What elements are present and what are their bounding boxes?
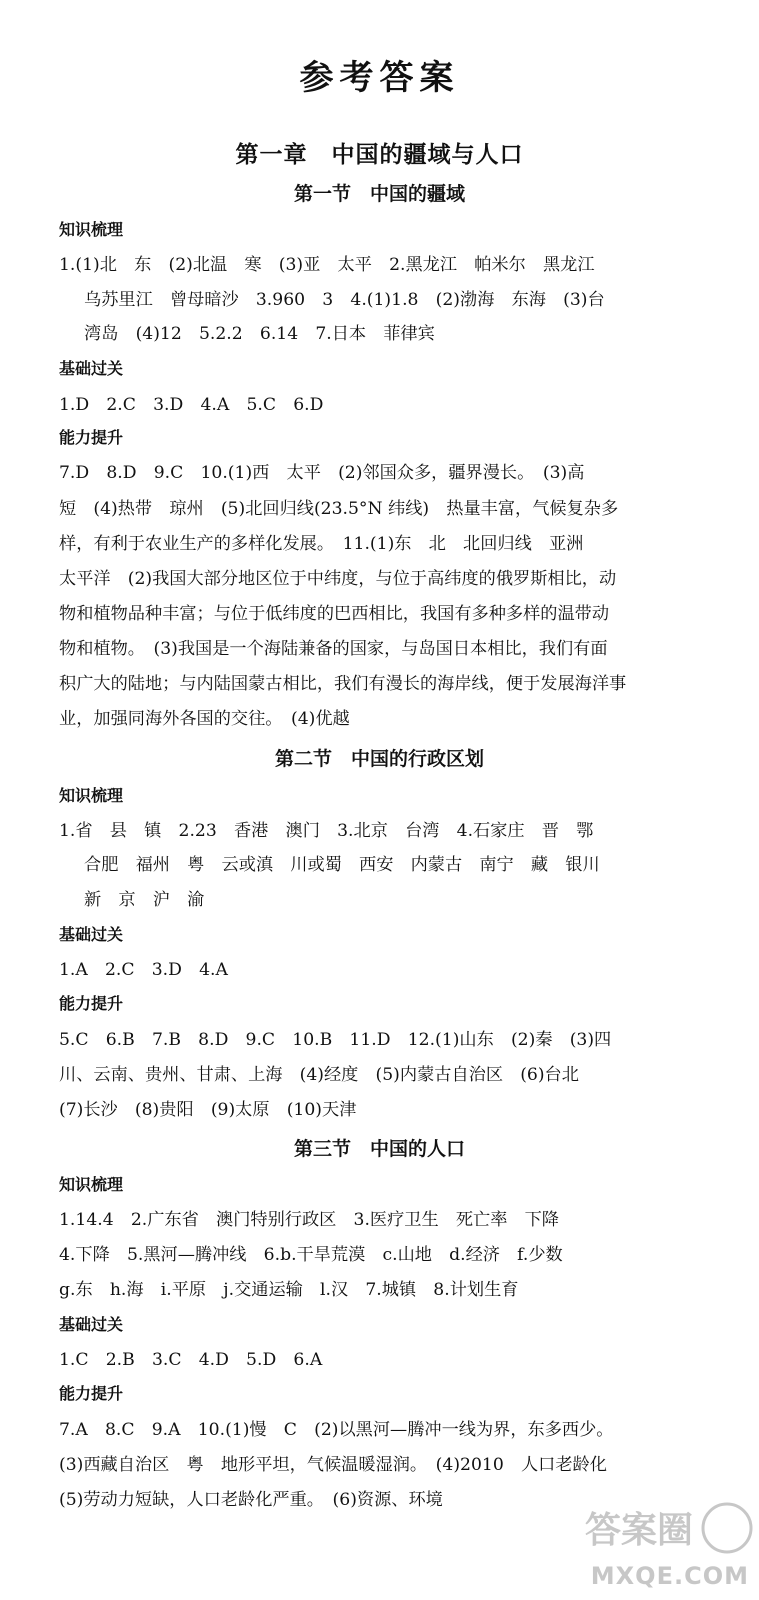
watermark-url: MXQE.COM [590,1562,749,1590]
s3-nengli-line-2: (3)西藏自治区 粤 地形平坦，气候温暖湿润。 (4)2010 人口老龄化 [59,1455,607,1475]
s1-zhishi-line-3: 湾岛 (4)12 5.2.2 6.14 7.日本 菲律宾 [84,324,435,344]
s3-nengli-label: 能力提升 [59,1384,124,1403]
s1-nengli-line-3: 样，有利于农业生产的多样化发展。 11.(1)东 北 北回归线 亚洲 [59,534,584,554]
page-title: 参考答案 [299,58,460,98]
s3-jichu-label: 基础过关 [59,1315,124,1334]
chapter-1-title: 第一章 中国的疆域与人口 [235,142,524,168]
section-1-title: 第一节 中国的疆域 [293,183,465,205]
s1-nengli-line-7: 积广大的陆地；与内陆国蒙古相比，我们有漫长的海岸线，便于发展海洋事 [59,674,627,694]
s3-nengli-line-3: (5)劳动力短缺，人口老龄化严重。 (6)资源、环境 [59,1490,443,1510]
s2-jichu-line-1: 1.A 2.C 3.D 4.A [59,960,228,980]
watermark [577,1502,753,1594]
s2-zhishi-label: 知识梳理 [59,786,124,805]
s1-nengli-line-2: 短 (4)热带 琼州 (5)北回归线(23.5°N 纬线) 热量丰富，气候复杂多 [59,499,619,519]
s3-zhishi-line-3: g.东 h.海 i.平原 j.交通运输 l.汉 7.城镇 8.计划生育 [59,1280,519,1300]
s1-nengli-label: 能力提升 [59,428,124,447]
s1-zhishi-line-2: 乌苏里江 曾母暗沙 3.960 3 4.(1)1.8 (2)渤海 东海 (3)台 [84,290,605,310]
s3-jichu-line-1: 1.C 2.B 3.C 4.D 5.D 6.A [59,1350,323,1370]
section-2-title: 第二节 中国的行政区划 [274,748,484,770]
s3-zhishi-line-1: 1.14.4 2.广东省 澳门特别行政区 3.医疗卫生 死亡率 下降 [59,1210,559,1230]
s2-zhishi-line-3: 新 京 沪 渝 [84,890,205,910]
s1-zhishi-line-1: 1.(1)北 东 (2)北温 寒 (3)亚 太平 2.黑龙江 帕米尔 黑龙江 [59,255,595,275]
watermark-logo-text: 答案圈 [585,1510,694,1551]
s3-zhishi-line-2: 4.下降 5.黑河—腾冲线 6.b.干旱荒漠 c.山地 d.经济 f.少数 [59,1245,563,1265]
s2-nengli-line-2: 川、云南、贵州、甘肃、上海 (4)经度 (5)内蒙古自治区 (6)台北 [59,1065,579,1085]
s1-nengli-line-1: 7.D 8.D 9.C 10.(1)西 太平 (2)邻国众多，疆界漫长。 (3)高 [59,463,585,483]
s2-zhishi-line-1: 1.省 县 镇 2.23 香港 澳门 3.北京 台湾 4.石家庄 晋 鄂 [59,821,594,841]
s1-nengli-line-6: 物和植物。 (3)我国是一个海陆兼备的国家，与岛国日本相比，我们有面 [59,639,608,659]
s2-nengli-line-3: (7)长沙 (8)贵阳 (9)太原 (10)天津 [59,1100,357,1120]
s1-nengli-line-4: 太平洋 (2)我国大部分地区位于中纬度，与位于高纬度的俄罗斯相比，动 [59,569,617,589]
s1-zhishi-label: 知识梳理 [59,220,124,239]
watermark-logo [577,1502,753,1558]
section-3-title: 第三节 中国的人口 [293,1138,465,1160]
s2-zhishi-line-2: 合肥 福州 粤 云或滇 川或蜀 西安 内蒙古 南宁 藏 银川 [84,855,600,875]
s1-nengli-line-5: 物和植物品种丰富；与位于低纬度的巴西相比，我国有多种多样的温带动 [59,604,610,624]
s2-nengli-line-1: 5.C 6.B 7.B 8.D 9.C 10.B 11.D 12.(1)山东 (2)秦 (3)四 [59,1030,612,1050]
s3-zhishi-label: 知识梳理 [59,1175,124,1194]
s3-nengli-line-1: 7.A 8.C 9.A 10.(1)慢 C (2)以黑河—腾冲一线为界，东多西少。 [59,1420,614,1440]
s1-jichu-line-1: 1.D 2.C 3.D 4.A 5.C 6.D [59,395,324,415]
s1-nengli-line-8: 业，加强同海外各国的交往。 (4)优越 [59,709,350,729]
s2-nengli-label: 能力提升 [59,994,124,1013]
s1-jichu-label: 基础过关 [59,359,124,378]
s2-jichu-label: 基础过关 [59,925,124,944]
